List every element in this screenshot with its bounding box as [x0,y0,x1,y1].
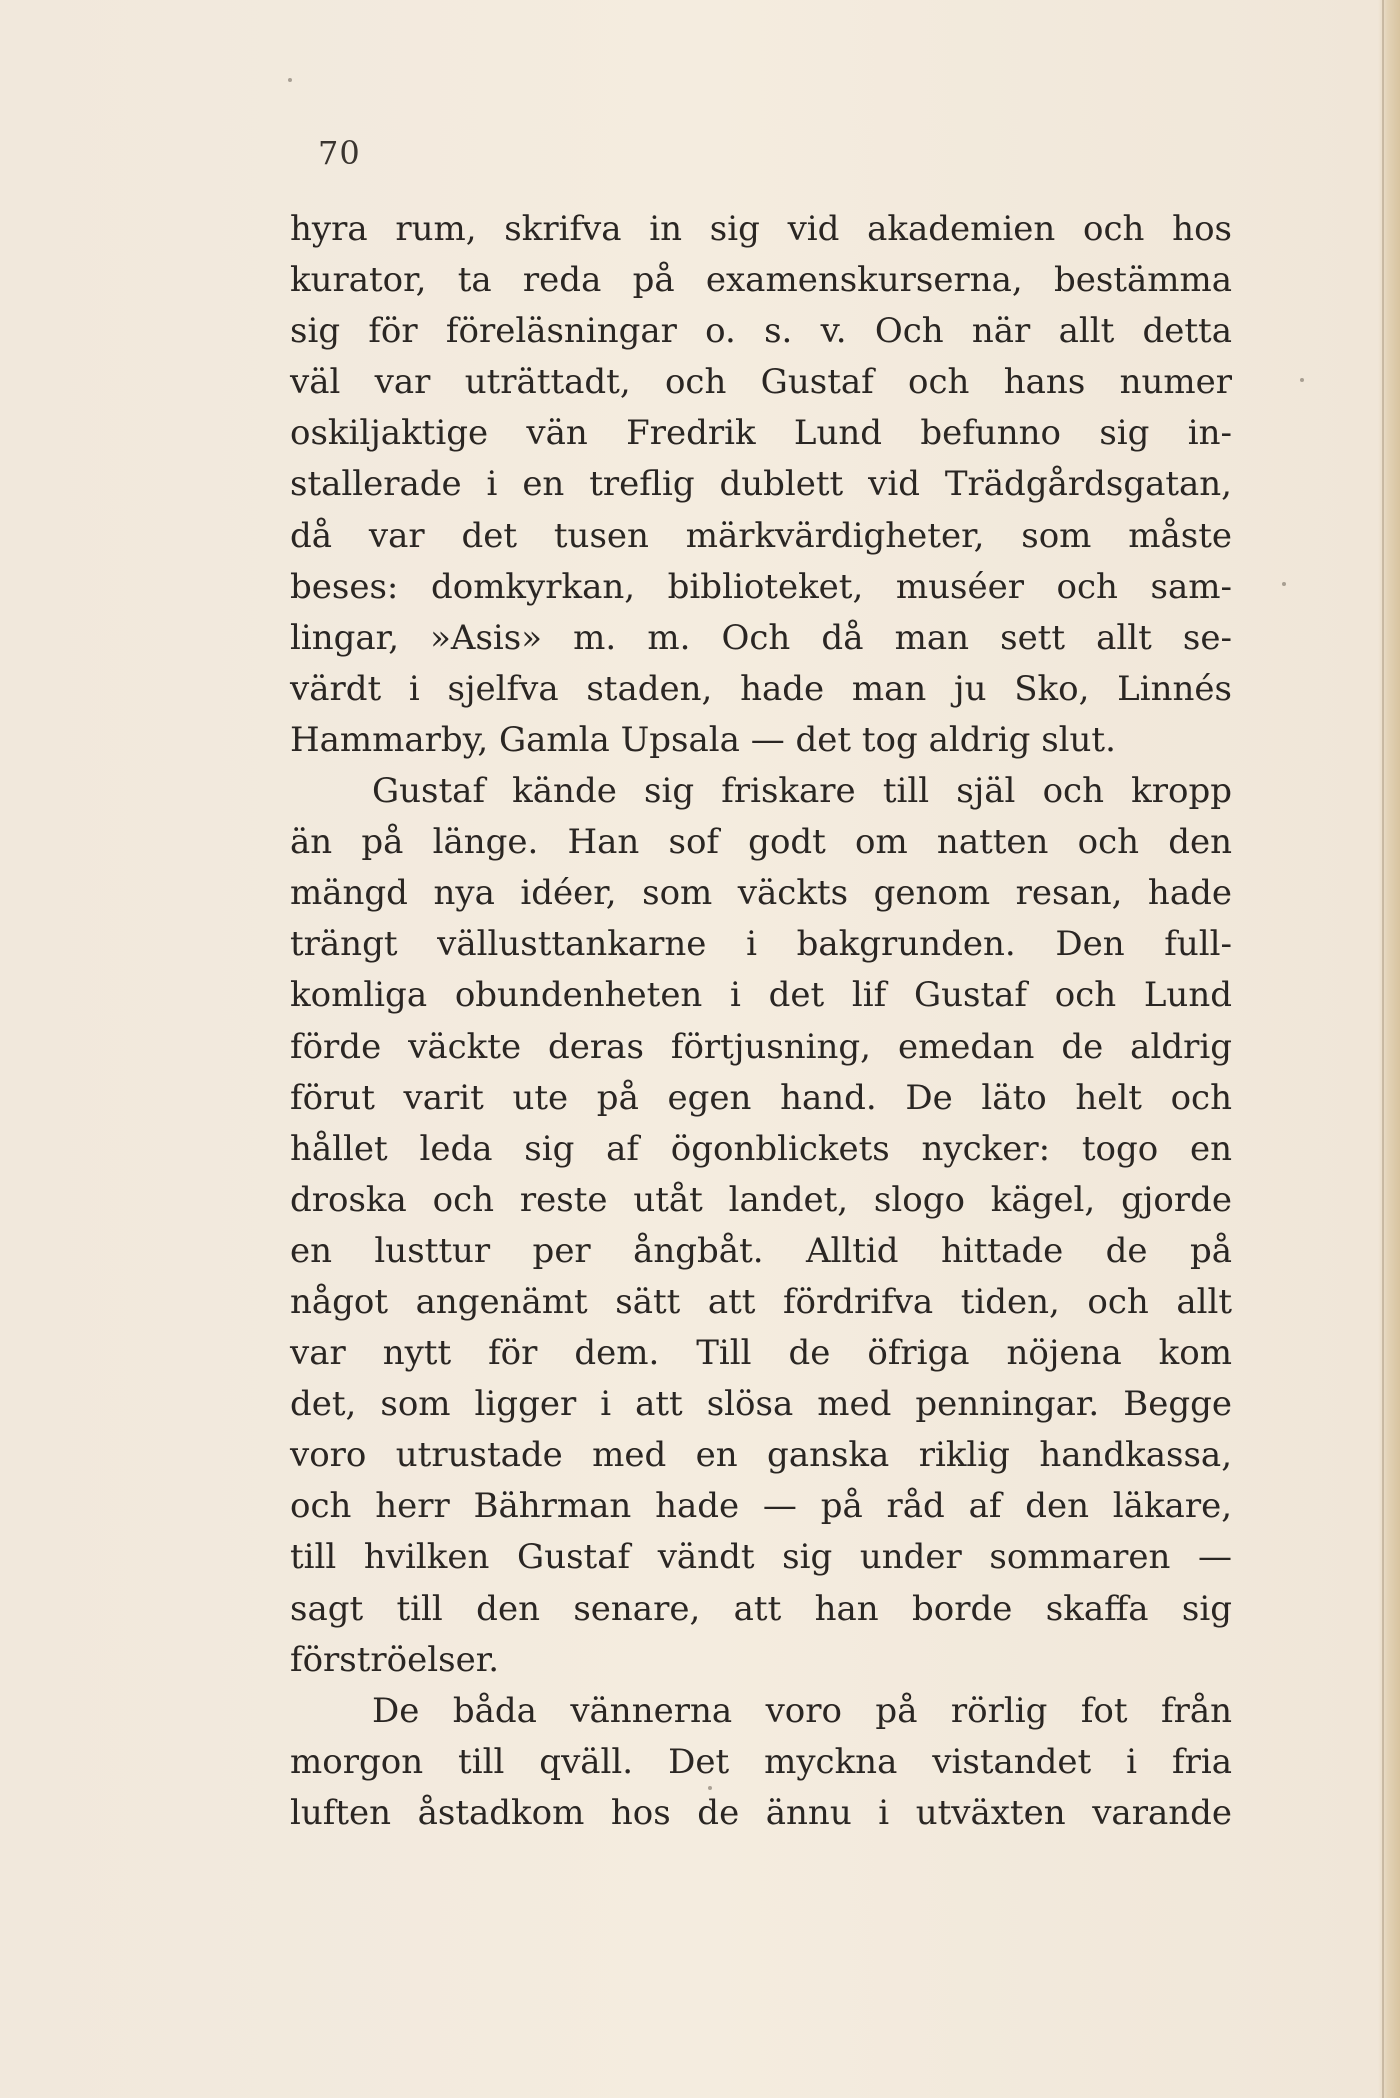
text-line: sig för föreläsningar o. s. v. Och när allt detta [290,311,1232,352]
text-line: och herr Bährman hade — på råd af den läkare, [290,1486,1232,1527]
text-line: något angenämt sätt att fördrifva tiden, och allt [290,1281,1232,1322]
paper-speck [1282,582,1286,586]
text-line: då var det tusen märkvärdigheter, som måste [290,515,1232,556]
binding-edge [1382,0,1384,2098]
text-line: till hvilken Gustaf vändt sig under sommaren — [290,1537,1232,1578]
text-line: värdt i sjelfva staden, hade man ju Sko, Linnés [290,668,1232,709]
text-line: kurator, ta reda på examenskurserna, bestämma [290,260,1232,301]
text-line: förut varit ute på egen hand. De läto helt och [290,1077,1232,1118]
text-line: hållet leda sig af ögonblickets nycker: togo en [290,1128,1232,1169]
text-line: trängt vällusttankarne i bakgrunden. Den full- [290,924,1232,965]
body-text [290,204,1232,1839]
text-line: beses: domkyrkan, biblioteket, muséer och sam- [290,566,1232,607]
text-line: morgon till qväll. Det myckna vistandet i fria [290,1741,1232,1782]
text-line: Hammarby, Gamla Upsala — det tog aldrig slut. [290,719,1116,760]
text-line: lingar, »Asis» m. m. Och då man sett allt se- [290,617,1232,658]
page-number: 70 [318,134,361,172]
text-line: än på länge. Han sof godt om natten och den [290,822,1232,863]
paper-speck [288,78,292,82]
text-line: De båda vännerna voro på rörlig fot från [372,1690,1232,1731]
text-line: hyra rum, skrifva in sig vid akademien och hos [290,209,1232,249]
text-line: mängd nya idéer, som väckts genom resan, hade [290,873,1232,914]
text-line: Gustaf kände sig friskare till själ och kropp [372,771,1232,812]
text-line: stallerade i en treflig dublett vid Trädgårdsgatan, [290,464,1232,505]
text-line: förströelser. [290,1639,500,1680]
text-line: förde väckte deras förtjusning, emedan de aldrig [290,1026,1232,1067]
text-line: var nytt för dem. Till de öfriga nöjena kom [290,1333,1232,1374]
text-line: komliga obundenheten i det lif Gustaf och Lund [290,975,1232,1016]
text-line: sagt till den senare, att han borde skaffa sig [290,1588,1232,1629]
text-line: voro utrustade med en ganska riklig handkassa, [290,1435,1232,1476]
text-line: en lusttur per ångbåt. Alltid hittade de på [290,1230,1232,1271]
text-line: det, som ligger i att slösa med penningar. Begge [290,1384,1232,1425]
text-line: väl var uträttadt, och Gustaf och hans numer [290,362,1232,403]
text-line: oskiljaktige vän Fredrik Lund befunno sig in- [290,413,1232,454]
text-line: droska och reste utåt landet, slogo kägel, gjorde [290,1179,1232,1220]
text-line: luften åstadkom hos de ännu i utväxten varande [290,1792,1232,1833]
paper-speck [1300,378,1304,382]
